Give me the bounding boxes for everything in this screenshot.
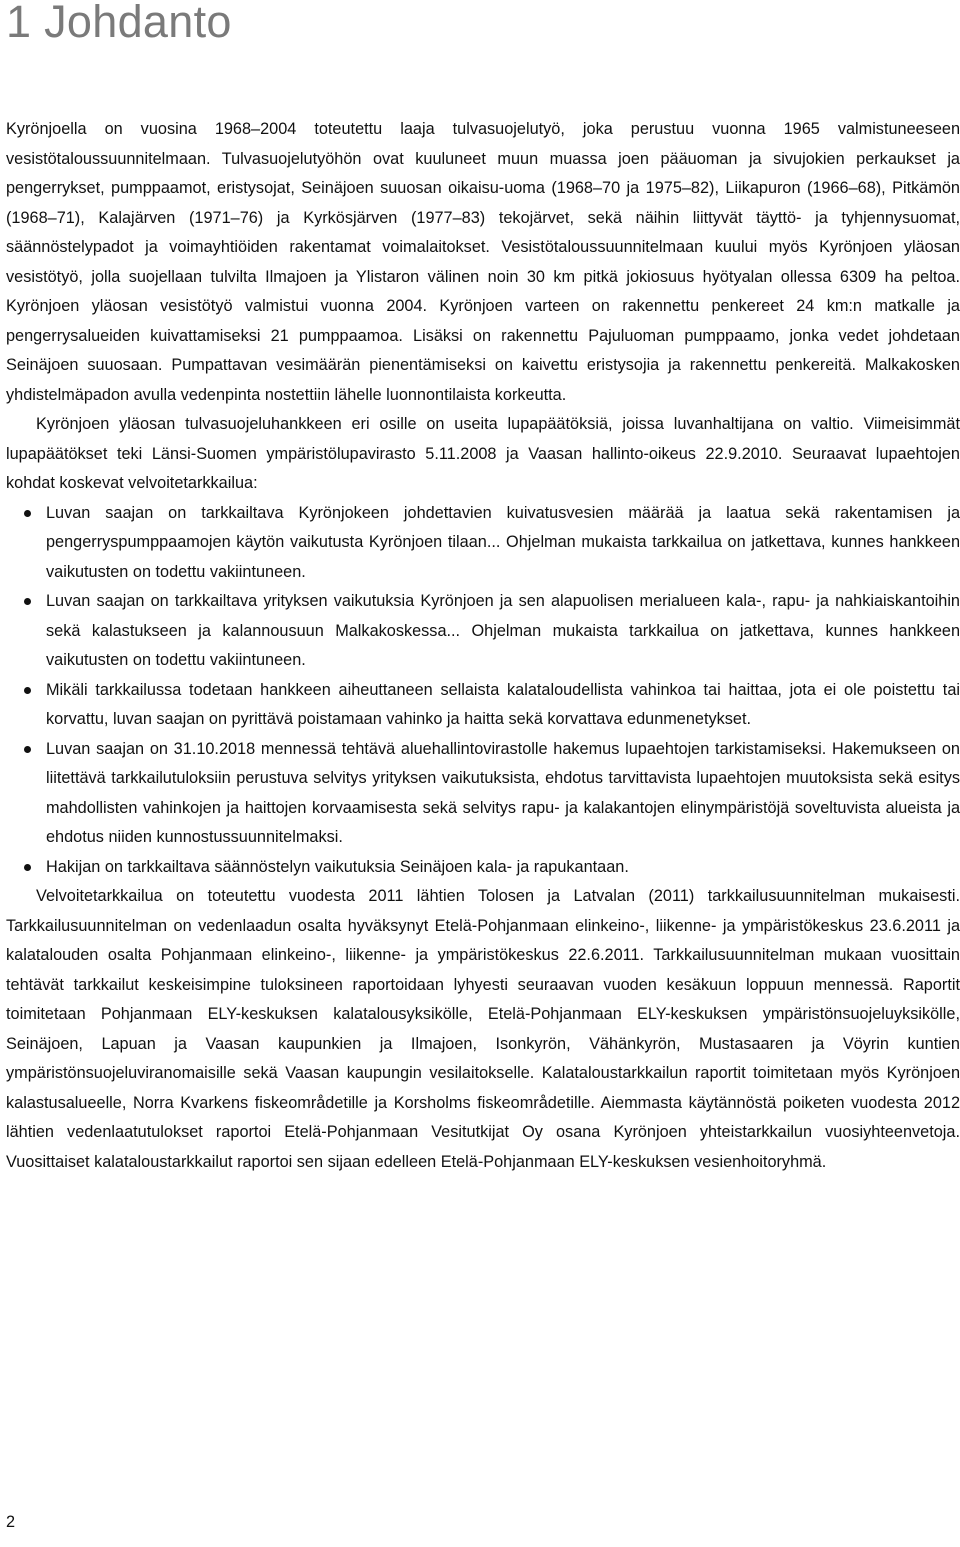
page-number: 2 <box>6 1513 16 1531</box>
permit-conditions-list <box>6 499 960 883</box>
list-item <box>6 735 960 853</box>
list-item-text: Luvan saajan on 31.10.2018 mennessä tehtävä aluehallintovirastolle hakemus lupaehtojen tarkistamiseksi. Hakemukseen on liitettävä tarkkailutuloksiin perustuva selvitys yrityksen vaikutuksista, ehdotus tarvittavista lupaehtojen muutoksista sekä esitys mahdollisten vahinkojen ja haittojen korvaamisesta sekä selvitys rapu- ja kalakantojen elinympäristöjä soveltuvista alueista ja ehdotus niiden kunnostussuunnitelmaksi. <box>46 739 960 846</box>
monitoring-paragraph: Velvoitetarkkailua on toteutettu vuodesta 2011 lähtien Tolosen ja Latvalan (2011) tarkkailusuunnitelman mukaisesti. Tarkkailusuunnitelman on vedenlaadun osalta hyväksynyt Etelä-Pohjanmaan elinkeino-, liikenne- ja ympäristökeskus 23.6.2011 ja kalatalouden osalta Pohjanmaan elinkeino-, liikenne- ja ympäristökeskus 22.6.2011. Tarkkailusuunnitelman mukaan vuosittain tehtävät tarkkailut keskeisimpine tuloksineen raportoidaan lyhyesti seuraavan vuoden kesäkuun loppuun mennessä. Raportit toimitetaan Pohjanmaan ELY-keskuksen kalatalousyksikölle, Etelä-Pohjanmaan ELY-keskuksen ympäristönsuojeluyksikölle, Seinäjoen, Lapuan ja Vaasan kaupunkien ja Ilmajoen, Isonkyrön, Vähänkyrön, Mustasaaren ja Vöyrin kuntien ympäristönsuojeluviranomaisille sekä Vaasan kaupungin vesilaitokselle. Kalataloustarkkailun raportit toimitetaan myös Kyrönjoen kalastusalueelle, Norra Kvarkens fiskeområdetille ja Korsholms fiskeområdetille. Aiemmasta käytännöstä poiketen vuodesta 2012 lähtien vedenlaatutulokset raportoi Etelä-Pohjanmaan Vesitutkijat Oy osana Kyrönjoen yhteistarkkailun vuosiyhteenvetoja. Vuosittaiset kalataloustarkkailut raportoi sen sijaan edelleen Etelä-Pohjanmaan ELY-keskuksen vesienhoitoryhmä. <box>6 887 960 1171</box>
list-item <box>6 676 960 735</box>
permit-paragraph: Kyrönjoen yläosan tulvasuojeluhankkeen eri osille on useita lupapäätöksiä, joissa luvanhaltijana on valtio. Viimeisimmät lupapäätökset teki Länsi-Suomen ympäristölupavirasto 5.11.2008 ja Vaasan hallinto-oikeus 22.9.2010. Seuraavat lupaehtojen kohdat koskevat velvoitetarkkailua: <box>6 415 960 492</box>
list-item <box>6 853 960 883</box>
list-item-text: Luvan saajan on tarkkailtava yrityksen vaikutuksia Kyrönjoen ja sen alapuolisen merialueen kala-, rapu- ja nahkiaiskantoihin sekä kalastukseen ja kalannousuun Malkakoskessa... Ohjelman mukaista tarkkailua on jatkettava, kunnes hankkeen vaikutusten on todettu vakiintuneen. <box>46 592 960 669</box>
chapter-heading: 1 Johdanto <box>6 0 232 47</box>
bullet-icon <box>24 687 31 694</box>
bullet-icon <box>24 746 31 753</box>
list-item-text: Hakijan on tarkkailtava säännöstelyn vaikutuksia Seinäjoen kala- ja rapukantaan. <box>46 857 629 876</box>
list-item-text: Mikäli tarkkailussa todetaan hankkeen aiheuttaneen sellaista kalataloudellista vahinkoa tai haittaa, jota ei ole poistettu tai korvattu, luvan saajan on pyrittävä poistamaan vahinko ja haitta sekä korvattava edunmenetykset. <box>46 680 960 728</box>
bullet-icon <box>24 864 31 871</box>
list-item-text: Luvan saajan on tarkkailtava Kyrönjokeen johdettavien kuivatusvesien määrää ja laatua sekä rakentamisen ja pengerryspumppaamojen käytön vaikutusta Kyrönjoen tilaan... Ohjelman mukaista tarkkailua on jatkettava, kunnes hankkeen vaikutusten on todettu vakiintuneen. <box>46 503 960 581</box>
intro-paragraph: Kyrönjoella on vuosina 1968–2004 toteutettu laaja tulvasuojelutyö, joka perustuu vuonna 1965 valmistuneeseen vesistötaloussuunnitelmaan. Tulvasuojelutyöhön ovat kuuluneet muun muassa joen pääuoman ja sivujokien perkaukset ja pengerrykset, pumppaamot, eristysojat, Seinäjoen suuosan oikaisu-uoma (1968–70 ja 1975–82), Liikapuron (1966–68), Pitkämön (1968–71), Kalajärven (1971–76) ja Kyrkösjärven (1977–83) tekojärvet, sekä näihin liittyvät täyttö- ja tyhjennysuomat, säännöstelypadot ja voimayhtiöiden rakentamat voimalaitokset. Vesistötaloussuunnitelmaan kuului myös Kyrönjoen yläosan vesistötyö, jolla suojellaan tulvilta Ilmajoen ja Ylistaron välinen noin 30 km pitkä jokiosuus hyötyalan ollessa 6309 ha peltoa. Kyrönjoen yläosan vesistötyö valmistui vuonna 2004. Kyrönjoen varteen on rakennettu penkereet 24 km:n matkalle ja pengerrysalueiden kuivattamiseksi 21 pumppaamoa. Lisäksi on rakennettu Pajuluoman pumppaamo, jonka vedet johdetaan Seinäjoen suuosaan. Pumpattavan vesimäärän pienentämiseksi on kaivettu eristysojia ja rakennettu penkereitä. Malkakosken yhdistelmäpadon avulla vedenpinta nostettiin lähelle luonnontilaista korkeutta. <box>6 120 960 404</box>
chapter-body <box>6 115 960 1177</box>
bullet-icon <box>24 598 31 605</box>
bullet-icon <box>24 510 31 517</box>
list-item <box>6 587 960 676</box>
list-item <box>6 499 960 588</box>
